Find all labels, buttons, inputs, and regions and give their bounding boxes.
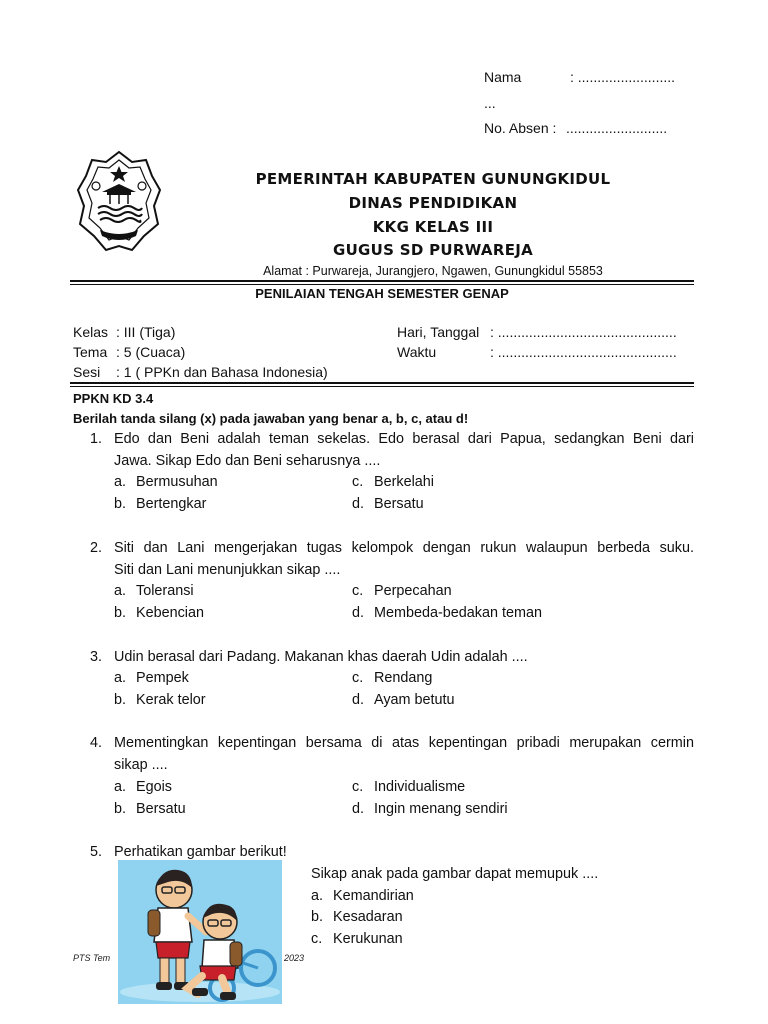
option-5a[interactable]: a. Kemandirian (311, 888, 414, 904)
option-5b[interactable]: b. Kesadaran (311, 909, 403, 925)
hari-label: Hari, Tanggal (397, 324, 480, 340)
question-5-picture (118, 860, 282, 1004)
option-4c[interactable]: c. Individualisme (352, 779, 466, 795)
kelas-value: : III (Tiga) (116, 324, 176, 340)
sesi-value: : 1 ( PPKn dan Bahasa Indonesia) (116, 364, 328, 380)
question-text-continued: sikap .... (114, 757, 168, 773)
question-5-prompt: Sikap anak pada gambar dapat memupuk .... (311, 866, 599, 882)
option-2d[interactable]: d. Membeda-bedakan teman (352, 605, 542, 621)
question-2 (90, 537, 694, 581)
nama-field-continuation: ... (484, 95, 496, 111)
waktu-label: Waktu (397, 344, 437, 360)
question-text: Siti dan Lani mengerjakan tugas kelompok dengan rukun walaupun berbeda suku. (114, 540, 694, 556)
header-address: Alamat : Purwareja, Jurangjero, Ngawen, Gunungkidul 55853 (263, 264, 603, 278)
option-2c[interactable]: c. Perpecahan (352, 583, 452, 599)
question-number: 3. (90, 649, 103, 665)
option-3b[interactable]: b. Kerak telor (114, 692, 206, 708)
tema-value: : 5 (Cuaca) (116, 344, 186, 360)
option-1c[interactable]: c. Berkelahi (352, 474, 434, 490)
absen-label: No. Absen : (484, 120, 557, 136)
option-4b[interactable]: b. Bersatu (114, 801, 186, 817)
subject-heading: PPKN KD 3.4 (73, 391, 154, 406)
option-2a[interactable]: a. Toleransi (114, 583, 194, 599)
info-rule-thick (70, 382, 694, 384)
option-1d[interactable]: d. Bersatu (352, 496, 424, 512)
sesi-label: Sesi (73, 364, 101, 380)
regency-emblem (74, 146, 164, 256)
option-4d[interactable]: d. Ingin menang sendiri (352, 801, 508, 817)
footer-right: 2023 (284, 953, 305, 963)
question-text: Mementingkan kepentingan bersama di atas kepentingan pribadi merupakan cermin (114, 735, 694, 751)
question-number: 4. (90, 735, 103, 751)
info-rule-thin (70, 386, 694, 387)
tema-label: Tema (73, 344, 108, 360)
nama-field[interactable]: : ......................... (570, 69, 676, 85)
question-text-continued: Siti dan Lani menunjukkan sikap .... (114, 562, 341, 578)
hari-field[interactable]: : .............................................. (490, 324, 677, 340)
option-2b[interactable]: b. Kebencian (114, 605, 205, 621)
nama-label: Nama (484, 69, 522, 85)
footer-left: PTS Tem (73, 953, 111, 963)
question-text: Udin berasal dari Padang. Makanan khas daerah Udin adalah .... (114, 649, 528, 665)
header-rule-thick (70, 280, 694, 282)
option-3a[interactable]: a. Pempek (114, 670, 189, 686)
waktu-field[interactable]: : .............................................. (490, 344, 677, 360)
header-government: PEMERINTAH KABUPATEN GUNUNGKIDUL (255, 170, 611, 188)
option-4a[interactable]: a. Egois (114, 779, 172, 795)
header-department: DINAS PENDIDIKAN (348, 194, 518, 212)
option-1a[interactable]: a. Bermusuhan (114, 474, 218, 490)
question-number: 2. (90, 540, 103, 556)
question-text: Perhatikan gambar berikut! (114, 844, 287, 860)
exam-title: PENILAIAN TENGAH SEMESTER GENAP (255, 286, 509, 301)
header-kkg: KKG KELAS III (372, 218, 494, 236)
kelas-label: Kelas (73, 324, 109, 340)
question-number: 1. (90, 431, 103, 447)
instruction: Berilah tanda silang (x) pada jawaban yang benar a, b, c, atau d! (73, 411, 469, 426)
standing-boy (148, 870, 206, 990)
option-1b[interactable]: b. Bertengkar (114, 496, 207, 512)
question-4 (90, 732, 694, 776)
option-5c[interactable]: c. Kerukunan (311, 931, 403, 947)
question-text: Edo dan Beni adalah teman sekelas. Edo berasal dari Papua, sedangkan Beni dari (114, 431, 694, 447)
question-text-continued: Jawa. Sikap Edo dan Beni seharusnya .... (114, 453, 381, 469)
option-3d[interactable]: d. Ayam betutu (352, 692, 455, 708)
question-1 (90, 428, 694, 472)
absen-field[interactable]: .......................... (566, 120, 668, 136)
option-3c[interactable]: c. Rendang (352, 670, 433, 686)
question-3 (90, 646, 528, 668)
header-gugus: GUGUS SD PURWAREJA (332, 241, 534, 259)
question-number: 5. (90, 844, 103, 860)
